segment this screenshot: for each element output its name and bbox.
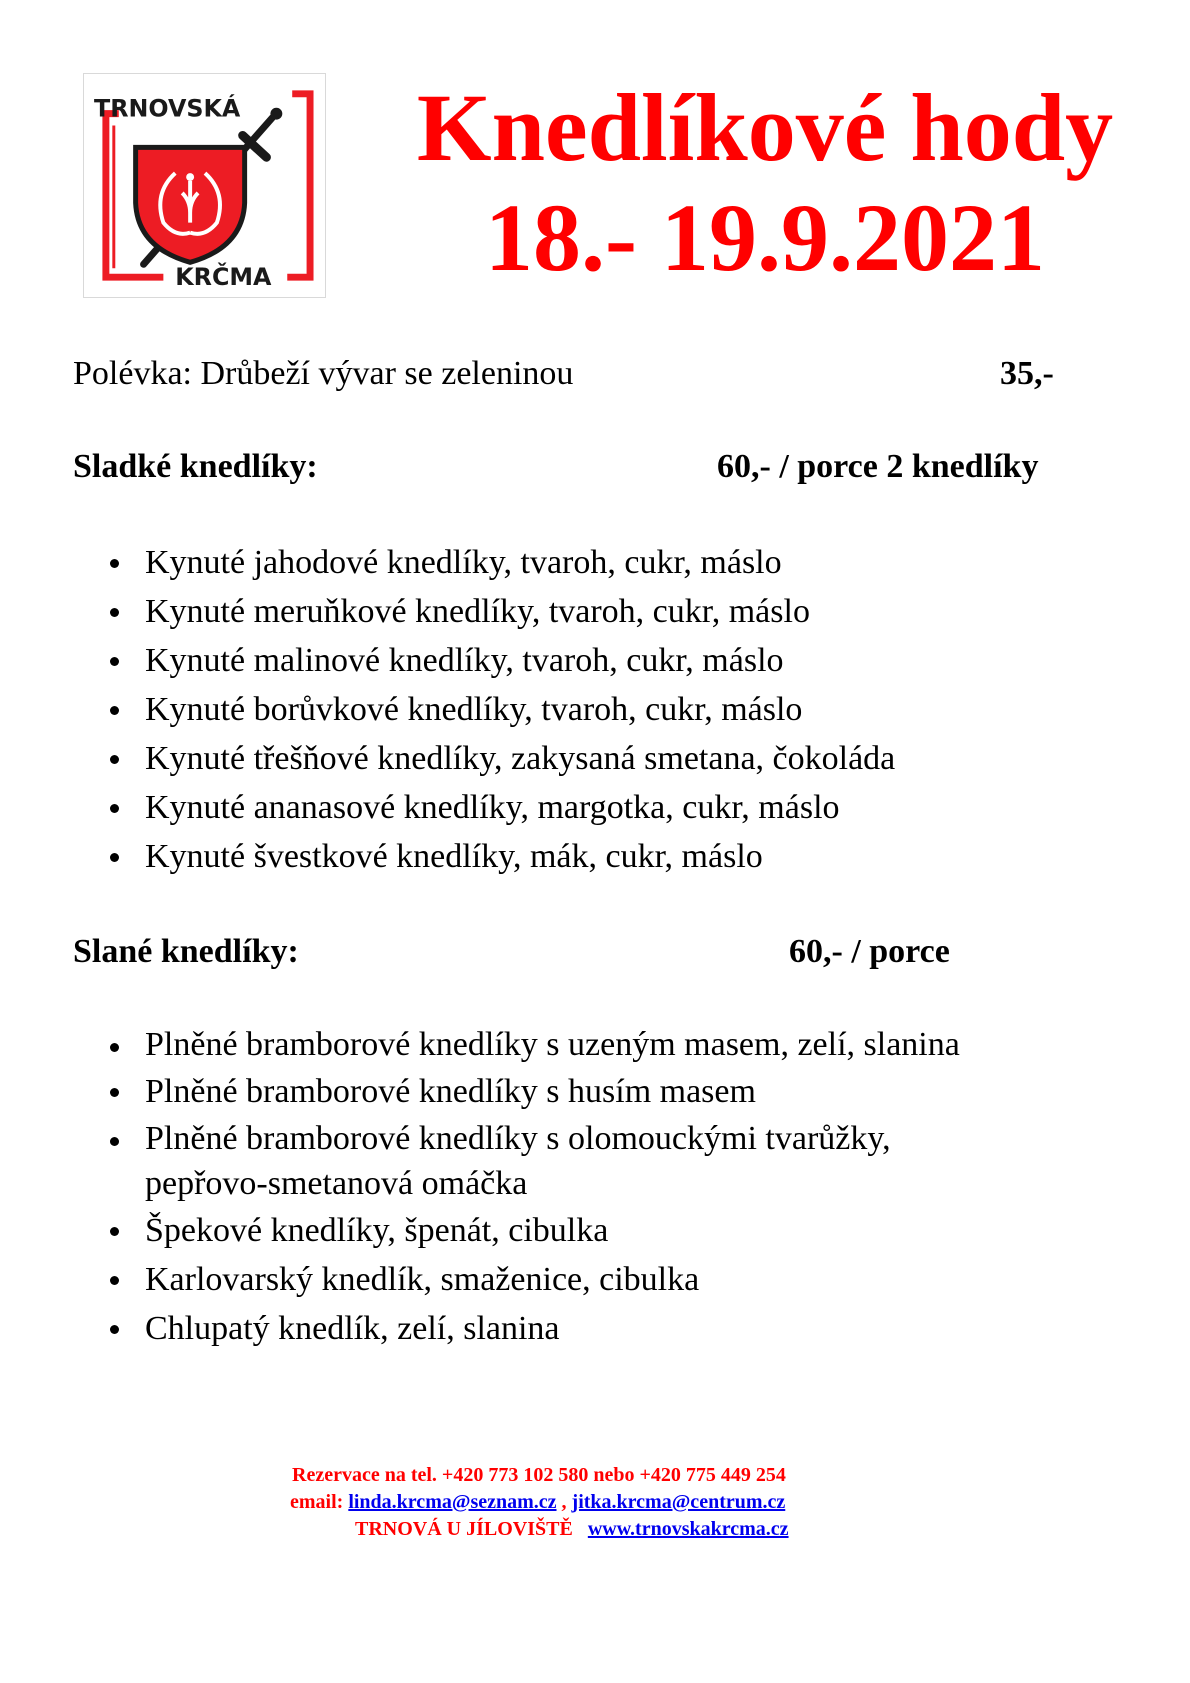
soup-label: Polévka: Drůbeží vývar se zeleninou xyxy=(73,355,574,392)
soup-price: 35,- xyxy=(1000,355,1054,392)
list-item: Chlupatý knedlík, zelí, slanina xyxy=(110,1304,1010,1353)
logo xyxy=(83,73,326,298)
event-date: 18.- 19.9.2021 xyxy=(485,184,1045,291)
email-link-jitka[interactable]: jitka.krcma@centrum.cz xyxy=(571,1491,786,1513)
salty-list xyxy=(110,1022,1010,1353)
sweet-heading: Sladké knedlíky: xyxy=(73,448,318,485)
list-item: Špekové knedlíky, špenát, cibulka xyxy=(110,1206,1010,1255)
sweet-price: 60,- / porce 2 knedlíky xyxy=(717,448,1039,485)
list-item: Kynuté meruňkové knedlíky, tvaroh, cukr, máslo xyxy=(110,587,1070,636)
email-line xyxy=(290,1492,785,1512)
place-name: TRNOVÁ U JÍLOVIŠTĚ xyxy=(355,1518,573,1540)
list-item: Kynuté malinové knedlíky, tvaroh, cukr, máslo xyxy=(110,636,1070,685)
sweet-list xyxy=(110,538,1070,881)
list-item: Plněné bramborové knedlíky s husím masem xyxy=(110,1067,1010,1116)
event-title: Knedlíkové hody xyxy=(416,74,1114,181)
list-item: Plněné bramborové knedlíky s uzeným masem, zelí, slanina xyxy=(110,1022,1010,1067)
list-item: Kynuté švestkové knedlíky, mák, cukr, máslo xyxy=(110,832,1070,881)
list-item: Kynuté jahodové knedlíky, tvaroh, cukr, máslo xyxy=(110,538,1070,587)
list-item: Karlovarský knedlík, smaženice, cibulka xyxy=(110,1255,1010,1304)
email-link-linda[interactable]: linda.krcma@seznam.cz xyxy=(348,1491,557,1513)
reservation-line: Rezervace na tel. +420 773 102 580 nebo +420 775 449 254 xyxy=(292,1464,786,1486)
salty-heading: Slané knedlíky: xyxy=(73,933,299,970)
address-line xyxy=(355,1519,789,1539)
salty-price: 60,- / porce xyxy=(789,933,950,970)
logo-top-text: TRNOVSKÁ xyxy=(93,94,241,123)
list-item: Kynuté ananasové knedlíky, margotka, cukr, máslo xyxy=(110,783,1070,832)
email-separator: , xyxy=(556,1491,572,1513)
website-link[interactable]: www.trnovskakrcma.cz xyxy=(587,1518,789,1540)
logo-bottom-text: KRČMA xyxy=(175,263,272,292)
list-item: Kynuté třešňové knedlíky, zakysaná smetana, čokoláda xyxy=(110,734,1070,783)
trnovska-krcma-logo xyxy=(84,74,325,297)
list-item: Plněné bramborové knedlíky s olomouckými tvarůžky, pepřovo-smetanová omáčka xyxy=(110,1116,1010,1206)
email-label: email: xyxy=(290,1491,344,1513)
list-item: Kynuté borůvkové knedlíky, tvaroh, cukr, máslo xyxy=(110,685,1070,734)
shield-icon xyxy=(136,147,245,262)
